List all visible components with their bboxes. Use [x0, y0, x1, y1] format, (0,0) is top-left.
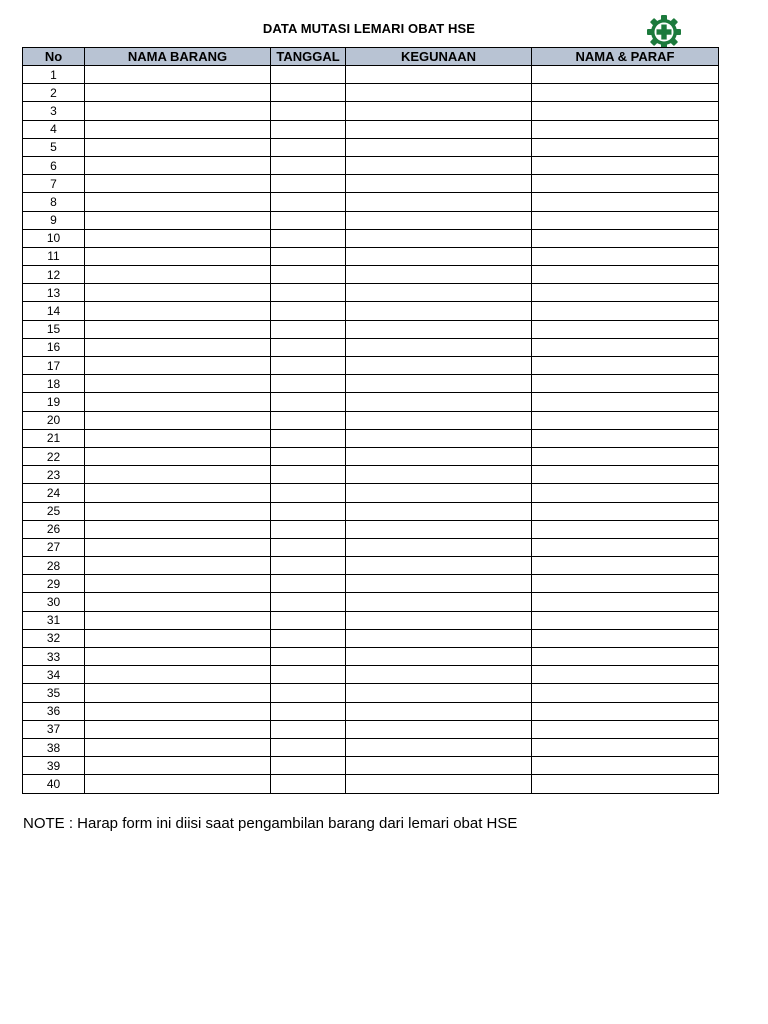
- date-cell[interactable]: [271, 284, 346, 302]
- purpose-cell[interactable]: [346, 120, 532, 138]
- table-row: [23, 684, 719, 702]
- purpose-cell[interactable]: [346, 375, 532, 393]
- table-row: [23, 447, 719, 465]
- table-row: [23, 193, 719, 211]
- name-signature-cell[interactable]: [532, 193, 719, 211]
- name-signature-cell[interactable]: [532, 720, 719, 738]
- item-name-cell[interactable]: [85, 666, 271, 684]
- item-name-cell[interactable]: [85, 229, 271, 247]
- table-row: [23, 538, 719, 556]
- purpose-cell[interactable]: [346, 702, 532, 720]
- table-row: [23, 429, 719, 447]
- purpose-cell[interactable]: [346, 520, 532, 538]
- date-cell[interactable]: [271, 593, 346, 611]
- purpose-cell[interactable]: [346, 102, 532, 120]
- table-row: [23, 229, 719, 247]
- name-signature-cell[interactable]: [532, 156, 719, 174]
- date-cell[interactable]: [271, 393, 346, 411]
- name-signature-cell[interactable]: [532, 557, 719, 575]
- row-number-cell: 33: [23, 648, 85, 666]
- table-row: [23, 466, 719, 484]
- name-signature-cell[interactable]: [532, 211, 719, 229]
- purpose-cell[interactable]: [346, 684, 532, 702]
- row-number-cell: 34: [23, 666, 85, 684]
- table-row: [23, 211, 719, 229]
- name-signature-cell[interactable]: [532, 66, 719, 84]
- name-signature-cell[interactable]: [532, 484, 719, 502]
- purpose-cell[interactable]: [346, 284, 532, 302]
- date-cell[interactable]: [271, 484, 346, 502]
- row-number-cell: 23: [23, 466, 85, 484]
- purpose-cell[interactable]: [346, 447, 532, 465]
- name-signature-cell[interactable]: [532, 429, 719, 447]
- date-cell[interactable]: [271, 557, 346, 575]
- row-number-cell: 30: [23, 593, 85, 611]
- row-number-cell: 5: [23, 138, 85, 156]
- table-row: [23, 702, 719, 720]
- column-header-item-name: NAMA BARANG: [85, 48, 271, 66]
- row-number-cell: 28: [23, 557, 85, 575]
- table-row: [23, 247, 719, 265]
- item-name-cell[interactable]: [85, 484, 271, 502]
- date-cell[interactable]: [271, 175, 346, 193]
- purpose-cell[interactable]: [346, 66, 532, 84]
- item-name-cell[interactable]: [85, 447, 271, 465]
- name-signature-cell[interactable]: [532, 284, 719, 302]
- name-signature-cell[interactable]: [532, 447, 719, 465]
- date-cell[interactable]: [271, 720, 346, 738]
- date-cell[interactable]: [271, 684, 346, 702]
- row-number-cell: 7: [23, 175, 85, 193]
- date-cell[interactable]: [271, 266, 346, 284]
- item-name-cell[interactable]: [85, 338, 271, 356]
- item-name-cell[interactable]: [85, 211, 271, 229]
- row-number-cell: 26: [23, 520, 85, 538]
- name-signature-cell[interactable]: [532, 138, 719, 156]
- item-name-cell[interactable]: [85, 738, 271, 756]
- date-cell[interactable]: [271, 466, 346, 484]
- date-cell[interactable]: [271, 302, 346, 320]
- purpose-cell[interactable]: [346, 429, 532, 447]
- name-signature-cell[interactable]: [532, 102, 719, 120]
- name-signature-cell[interactable]: [532, 538, 719, 556]
- item-name-cell[interactable]: [85, 411, 271, 429]
- table-row: [23, 357, 719, 375]
- k3-safety-gear-cross-icon: [646, 14, 682, 50]
- purpose-cell[interactable]: [346, 484, 532, 502]
- purpose-cell[interactable]: [346, 593, 532, 611]
- row-number-cell: 14: [23, 302, 85, 320]
- purpose-cell[interactable]: [346, 775, 532, 793]
- column-header-no: No: [23, 48, 85, 66]
- date-cell[interactable]: [271, 102, 346, 120]
- purpose-cell[interactable]: [346, 466, 532, 484]
- item-name-cell[interactable]: [85, 684, 271, 702]
- item-name-cell[interactable]: [85, 247, 271, 265]
- name-signature-cell[interactable]: [532, 684, 719, 702]
- table-row: [23, 284, 719, 302]
- table-row: [23, 629, 719, 647]
- purpose-cell[interactable]: [346, 138, 532, 156]
- row-number-cell: 13: [23, 284, 85, 302]
- table-row: [23, 156, 719, 174]
- date-cell[interactable]: [271, 120, 346, 138]
- date-cell[interactable]: [271, 156, 346, 174]
- purpose-cell[interactable]: [346, 302, 532, 320]
- document-title: DATA MUTASI LEMARI OBAT HSE: [262, 21, 476, 36]
- table-row: [23, 266, 719, 284]
- date-cell[interactable]: [271, 429, 346, 447]
- row-number-cell: 15: [23, 320, 85, 338]
- item-name-cell[interactable]: [85, 375, 271, 393]
- name-signature-cell[interactable]: [532, 84, 719, 102]
- purpose-cell[interactable]: [346, 320, 532, 338]
- date-cell[interactable]: [271, 411, 346, 429]
- table-row: [23, 648, 719, 666]
- purpose-cell[interactable]: [346, 738, 532, 756]
- name-signature-cell[interactable]: [532, 629, 719, 647]
- row-number-cell: 3: [23, 102, 85, 120]
- item-name-cell[interactable]: [85, 175, 271, 193]
- item-name-cell[interactable]: [85, 138, 271, 156]
- purpose-cell[interactable]: [346, 629, 532, 647]
- date-cell[interactable]: [271, 193, 346, 211]
- purpose-cell[interactable]: [346, 611, 532, 629]
- item-name-cell[interactable]: [85, 320, 271, 338]
- table-body: [23, 66, 719, 794]
- table-row: [23, 120, 719, 138]
- item-name-cell[interactable]: [85, 466, 271, 484]
- table-row: [23, 575, 719, 593]
- form-note: NOTE : Harap form ini diisi saat pengambilan barang dari lemari obat HSE: [23, 815, 518, 832]
- name-signature-cell[interactable]: [532, 611, 719, 629]
- row-number-cell: 27: [23, 538, 85, 556]
- table-row: [23, 175, 719, 193]
- row-number-cell: 35: [23, 684, 85, 702]
- name-signature-cell[interactable]: [532, 593, 719, 611]
- date-cell[interactable]: [271, 229, 346, 247]
- row-number-cell: 39: [23, 757, 85, 775]
- row-number-cell: 11: [23, 247, 85, 265]
- table-row: [23, 138, 719, 156]
- item-name-cell[interactable]: [85, 502, 271, 520]
- table-row: [23, 666, 719, 684]
- date-cell[interactable]: [271, 629, 346, 647]
- row-number-cell: 10: [23, 229, 85, 247]
- table-row: [23, 757, 719, 775]
- date-cell[interactable]: [271, 702, 346, 720]
- row-number-cell: 17: [23, 357, 85, 375]
- item-name-cell[interactable]: [85, 757, 271, 775]
- name-signature-cell[interactable]: [532, 702, 719, 720]
- purpose-cell[interactable]: [346, 229, 532, 247]
- table-row: [23, 320, 719, 338]
- row-number-cell: 2: [23, 84, 85, 102]
- item-name-cell[interactable]: [85, 84, 271, 102]
- purpose-cell[interactable]: [346, 338, 532, 356]
- item-name-cell[interactable]: [85, 611, 271, 629]
- item-name-cell[interactable]: [85, 429, 271, 447]
- date-cell[interactable]: [271, 138, 346, 156]
- table-header-row: [23, 48, 719, 66]
- purpose-cell[interactable]: [346, 156, 532, 174]
- item-name-cell[interactable]: [85, 629, 271, 647]
- table-row: [23, 393, 719, 411]
- date-cell[interactable]: [271, 538, 346, 556]
- item-name-cell[interactable]: [85, 557, 271, 575]
- date-cell[interactable]: [271, 575, 346, 593]
- purpose-cell[interactable]: [346, 502, 532, 520]
- table-row: [23, 302, 719, 320]
- table-row: [23, 375, 719, 393]
- name-signature-cell[interactable]: [532, 775, 719, 793]
- column-header-purpose: KEGUNAAN: [346, 48, 532, 66]
- name-signature-cell[interactable]: [532, 357, 719, 375]
- date-cell[interactable]: [271, 211, 346, 229]
- date-cell[interactable]: [271, 375, 346, 393]
- date-cell[interactable]: [271, 338, 346, 356]
- item-name-cell[interactable]: [85, 702, 271, 720]
- date-cell[interactable]: [271, 520, 346, 538]
- row-number-cell: 37: [23, 720, 85, 738]
- table-row: [23, 411, 719, 429]
- name-signature-cell[interactable]: [532, 229, 719, 247]
- row-number-cell: 38: [23, 738, 85, 756]
- item-name-cell[interactable]: [85, 357, 271, 375]
- column-header-name-signature: NAMA & PARAF: [532, 48, 719, 66]
- item-name-cell[interactable]: [85, 520, 271, 538]
- date-cell[interactable]: [271, 757, 346, 775]
- table-row: [23, 720, 719, 738]
- table-row: [23, 611, 719, 629]
- name-signature-cell[interactable]: [532, 320, 719, 338]
- item-name-cell[interactable]: [85, 193, 271, 211]
- date-cell[interactable]: [271, 320, 346, 338]
- column-header-date: TANGGAL: [271, 48, 346, 66]
- table-row: [23, 84, 719, 102]
- purpose-cell[interactable]: [346, 575, 532, 593]
- purpose-cell[interactable]: [346, 175, 532, 193]
- purpose-cell[interactable]: [346, 757, 532, 775]
- purpose-cell[interactable]: [346, 193, 532, 211]
- table-row: [23, 66, 719, 84]
- purpose-cell[interactable]: [346, 84, 532, 102]
- item-name-cell[interactable]: [85, 648, 271, 666]
- name-signature-cell[interactable]: [532, 575, 719, 593]
- name-signature-cell[interactable]: [532, 411, 719, 429]
- date-cell[interactable]: [271, 648, 346, 666]
- table-row: [23, 593, 719, 611]
- date-cell[interactable]: [271, 247, 346, 265]
- row-number-cell: 16: [23, 338, 85, 356]
- item-name-cell[interactable]: [85, 775, 271, 793]
- row-number-cell: 19: [23, 393, 85, 411]
- table-row: [23, 484, 719, 502]
- purpose-cell[interactable]: [346, 538, 532, 556]
- row-number-cell: 4: [23, 120, 85, 138]
- purpose-cell[interactable]: [346, 557, 532, 575]
- row-number-cell: 24: [23, 484, 85, 502]
- row-number-cell: 29: [23, 575, 85, 593]
- name-signature-cell[interactable]: [532, 648, 719, 666]
- row-number-cell: 1: [23, 66, 85, 84]
- item-name-cell[interactable]: [85, 720, 271, 738]
- purpose-cell[interactable]: [346, 720, 532, 738]
- purpose-cell[interactable]: [346, 411, 532, 429]
- date-cell[interactable]: [271, 775, 346, 793]
- row-number-cell: 36: [23, 702, 85, 720]
- row-number-cell: 40: [23, 775, 85, 793]
- mutation-log-table: [22, 47, 719, 794]
- item-name-cell[interactable]: [85, 284, 271, 302]
- table-row: [23, 738, 719, 756]
- table-row: [23, 775, 719, 793]
- item-name-cell[interactable]: [85, 266, 271, 284]
- item-name-cell[interactable]: [85, 120, 271, 138]
- purpose-cell[interactable]: [346, 648, 532, 666]
- name-signature-cell[interactable]: [532, 393, 719, 411]
- row-number-cell: 12: [23, 266, 85, 284]
- row-number-cell: 18: [23, 375, 85, 393]
- name-signature-cell[interactable]: [532, 266, 719, 284]
- date-cell[interactable]: [271, 357, 346, 375]
- row-number-cell: 21: [23, 429, 85, 447]
- name-signature-cell[interactable]: [532, 757, 719, 775]
- row-number-cell: 31: [23, 611, 85, 629]
- item-name-cell[interactable]: [85, 156, 271, 174]
- purpose-cell[interactable]: [346, 247, 532, 265]
- item-name-cell[interactable]: [85, 302, 271, 320]
- name-signature-cell[interactable]: [532, 738, 719, 756]
- date-cell[interactable]: [271, 447, 346, 465]
- name-signature-cell[interactable]: [532, 466, 719, 484]
- item-name-cell[interactable]: [85, 66, 271, 84]
- row-number-cell: 6: [23, 156, 85, 174]
- name-signature-cell[interactable]: [532, 302, 719, 320]
- table-row: [23, 502, 719, 520]
- row-number-cell: 8: [23, 193, 85, 211]
- date-cell[interactable]: [271, 502, 346, 520]
- date-cell[interactable]: [271, 84, 346, 102]
- date-cell[interactable]: [271, 611, 346, 629]
- table-row: [23, 338, 719, 356]
- date-cell[interactable]: [271, 666, 346, 684]
- name-signature-cell[interactable]: [532, 666, 719, 684]
- row-number-cell: 32: [23, 629, 85, 647]
- name-signature-cell[interactable]: [532, 175, 719, 193]
- table-row: [23, 557, 719, 575]
- row-number-cell: 9: [23, 211, 85, 229]
- item-name-cell[interactable]: [85, 593, 271, 611]
- row-number-cell: 25: [23, 502, 85, 520]
- name-signature-cell[interactable]: [532, 338, 719, 356]
- purpose-cell[interactable]: [346, 266, 532, 284]
- row-number-cell: 20: [23, 411, 85, 429]
- name-signature-cell[interactable]: [532, 375, 719, 393]
- name-signature-cell[interactable]: [532, 120, 719, 138]
- row-number-cell: 22: [23, 447, 85, 465]
- date-cell[interactable]: [271, 66, 346, 84]
- item-name-cell[interactable]: [85, 393, 271, 411]
- name-signature-cell[interactable]: [532, 502, 719, 520]
- table-row: [23, 520, 719, 538]
- purpose-cell[interactable]: [346, 393, 532, 411]
- purpose-cell[interactable]: [346, 211, 532, 229]
- name-signature-cell[interactable]: [532, 247, 719, 265]
- purpose-cell[interactable]: [346, 357, 532, 375]
- item-name-cell[interactable]: [85, 575, 271, 593]
- name-signature-cell[interactable]: [532, 520, 719, 538]
- purpose-cell[interactable]: [346, 666, 532, 684]
- item-name-cell[interactable]: [85, 102, 271, 120]
- table-row: [23, 102, 719, 120]
- date-cell[interactable]: [271, 738, 346, 756]
- item-name-cell[interactable]: [85, 538, 271, 556]
